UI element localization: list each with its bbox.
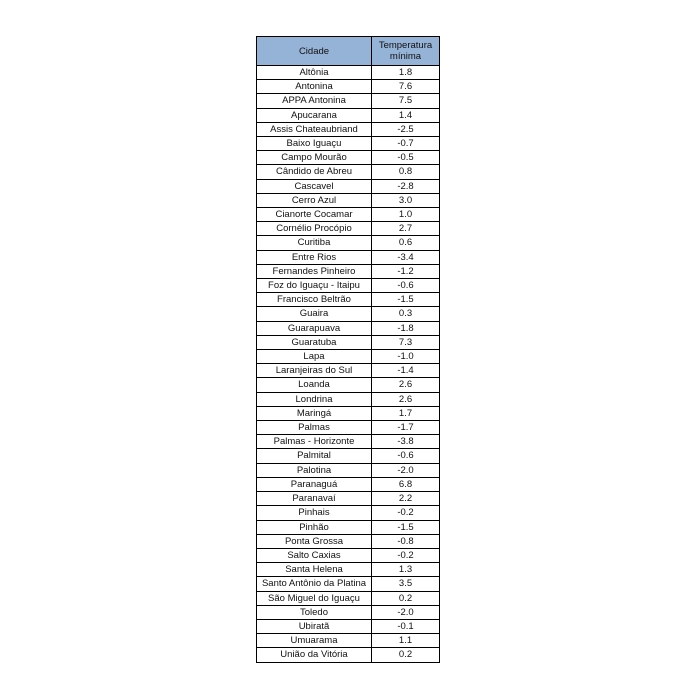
temperature-cell: 1.1 xyxy=(372,634,440,648)
city-cell: Cornélio Procópio xyxy=(257,222,372,236)
table-row xyxy=(257,307,440,321)
temperature-cell: -1.0 xyxy=(372,350,440,364)
city-cell: São Miguel do Iguaçu xyxy=(257,591,372,605)
temperature-cell: -0.7 xyxy=(372,137,440,151)
table-row xyxy=(257,321,440,335)
temperature-cell: 0.6 xyxy=(372,236,440,250)
city-cell: Foz do Iguaçu - Itaipu xyxy=(257,279,372,293)
city-cell: Toledo xyxy=(257,605,372,619)
table-row xyxy=(257,591,440,605)
temperature-cell: -0.6 xyxy=(372,449,440,463)
temperature-cell: 1.7 xyxy=(372,406,440,420)
table-row xyxy=(257,392,440,406)
city-cell: Curitiba xyxy=(257,236,372,250)
city-cell: Palmas - Horizonte xyxy=(257,435,372,449)
temperature-cell: -2.8 xyxy=(372,179,440,193)
table-row xyxy=(257,364,440,378)
temperature-cell: -0.1 xyxy=(372,619,440,633)
temperature-cell: 1.4 xyxy=(372,108,440,122)
table-row xyxy=(257,293,440,307)
temperature-cell: -1.7 xyxy=(372,421,440,435)
table-row xyxy=(257,492,440,506)
temperature-table xyxy=(256,36,440,663)
temperature-cell: -2.5 xyxy=(372,122,440,136)
temperature-cell: -1.8 xyxy=(372,321,440,335)
table-row xyxy=(257,335,440,349)
temperature-cell: 1.3 xyxy=(372,563,440,577)
temperature-cell: 6.8 xyxy=(372,477,440,491)
table-row xyxy=(257,122,440,136)
city-cell: Salto Caxias xyxy=(257,548,372,562)
temperature-cell: 1.0 xyxy=(372,208,440,222)
city-cell: Pinhais xyxy=(257,506,372,520)
city-cell: Palotina xyxy=(257,463,372,477)
city-cell: Santa Helena xyxy=(257,563,372,577)
table-row xyxy=(257,605,440,619)
city-cell: Antonina xyxy=(257,80,372,94)
city-cell: APPA Antonina xyxy=(257,94,372,108)
table-row xyxy=(257,165,440,179)
table-row xyxy=(257,350,440,364)
table-row xyxy=(257,577,440,591)
city-cell: Ponta Grossa xyxy=(257,534,372,548)
temperature-cell: -0.8 xyxy=(372,534,440,548)
table-row xyxy=(257,264,440,278)
city-cell: Londrina xyxy=(257,392,372,406)
table-row xyxy=(257,94,440,108)
temperature-cell: -2.0 xyxy=(372,463,440,477)
city-cell: Francisco Beltrão xyxy=(257,293,372,307)
table-row xyxy=(257,151,440,165)
temperature-cell: 0.2 xyxy=(372,591,440,605)
header-row xyxy=(257,37,440,66)
city-cell: União da Vitória xyxy=(257,648,372,662)
temperature-cell: 2.7 xyxy=(372,222,440,236)
city-cell: Apucarana xyxy=(257,108,372,122)
temperature-cell: -1.5 xyxy=(372,293,440,307)
table-row xyxy=(257,378,440,392)
city-cell: Ubiratã xyxy=(257,619,372,633)
city-cell: Laranjeiras do Sul xyxy=(257,364,372,378)
city-cell: Maringá xyxy=(257,406,372,420)
temperature-cell: 2.6 xyxy=(372,392,440,406)
city-cell: Guaratuba xyxy=(257,335,372,349)
table-row xyxy=(257,463,440,477)
table-row xyxy=(257,506,440,520)
header-temperature-line2: mínima xyxy=(389,51,422,62)
temperature-cell: 1.8 xyxy=(372,66,440,80)
temperature-cell: -1.5 xyxy=(372,520,440,534)
city-cell: Palmas xyxy=(257,421,372,435)
table-row xyxy=(257,222,440,236)
temperature-cell: -2.0 xyxy=(372,605,440,619)
table-row xyxy=(257,520,440,534)
header-city: Cidade xyxy=(257,37,372,66)
table-row xyxy=(257,563,440,577)
temperature-cell: 0.3 xyxy=(372,307,440,321)
temperature-cell: -0.5 xyxy=(372,151,440,165)
header-temperature-line1: Temperatura xyxy=(378,40,433,51)
city-cell: Altônia xyxy=(257,66,372,80)
table-row xyxy=(257,279,440,293)
temperature-cell: -1.2 xyxy=(372,264,440,278)
city-cell: Assis Chateaubriand xyxy=(257,122,372,136)
city-cell: Cianorte Cocamar xyxy=(257,208,372,222)
city-cell: Lapa xyxy=(257,350,372,364)
table-row xyxy=(257,435,440,449)
table-row xyxy=(257,236,440,250)
city-cell: Palmital xyxy=(257,449,372,463)
temperature-cell: -0.6 xyxy=(372,279,440,293)
table-row xyxy=(257,406,440,420)
temperature-cell: 7.5 xyxy=(372,94,440,108)
city-cell: Umuarama xyxy=(257,634,372,648)
table-row xyxy=(257,477,440,491)
city-cell: Baixo Iguaçu xyxy=(257,137,372,151)
temperature-cell: 3.0 xyxy=(372,193,440,207)
temperature-cell: -3.4 xyxy=(372,250,440,264)
table-row xyxy=(257,137,440,151)
temperature-cell: 7.6 xyxy=(372,80,440,94)
temperature-cell: -1.4 xyxy=(372,364,440,378)
temperature-cell: -0.2 xyxy=(372,506,440,520)
table-row xyxy=(257,634,440,648)
table-header xyxy=(257,37,440,66)
temperature-cell: 2.6 xyxy=(372,378,440,392)
table-row xyxy=(257,179,440,193)
table-body xyxy=(257,66,440,663)
temperature-cell: -3.8 xyxy=(372,435,440,449)
temperature-cell: -0.2 xyxy=(372,548,440,562)
city-cell: Cerro Azul xyxy=(257,193,372,207)
table-row xyxy=(257,619,440,633)
table-row xyxy=(257,80,440,94)
table-row xyxy=(257,193,440,207)
temperature-cell: 7.3 xyxy=(372,335,440,349)
temperature-cell: 0.2 xyxy=(372,648,440,662)
city-cell: Cascavel xyxy=(257,179,372,193)
temperature-cell: 2.2 xyxy=(372,492,440,506)
temperature-cell: 0.8 xyxy=(372,165,440,179)
table-row xyxy=(257,449,440,463)
city-cell: Paranaguá xyxy=(257,477,372,491)
city-cell: Entre Rios xyxy=(257,250,372,264)
table-row xyxy=(257,108,440,122)
city-cell: Paranavaí xyxy=(257,492,372,506)
city-cell: Fernandes Pinheiro xyxy=(257,264,372,278)
table-row xyxy=(257,534,440,548)
city-cell: Guaira xyxy=(257,307,372,321)
table-row xyxy=(257,421,440,435)
table-row xyxy=(257,548,440,562)
table-row xyxy=(257,648,440,662)
header-temperature xyxy=(372,37,440,66)
city-cell: Cândido de Abreu xyxy=(257,165,372,179)
city-cell: Loanda xyxy=(257,378,372,392)
city-cell: Guarapuava xyxy=(257,321,372,335)
city-cell: Pinhão xyxy=(257,520,372,534)
table-row xyxy=(257,250,440,264)
table-row xyxy=(257,66,440,80)
city-cell: Santo Antônio da Platina xyxy=(257,577,372,591)
temperature-cell: 3.5 xyxy=(372,577,440,591)
table-row xyxy=(257,208,440,222)
city-cell: Campo Mourão xyxy=(257,151,372,165)
